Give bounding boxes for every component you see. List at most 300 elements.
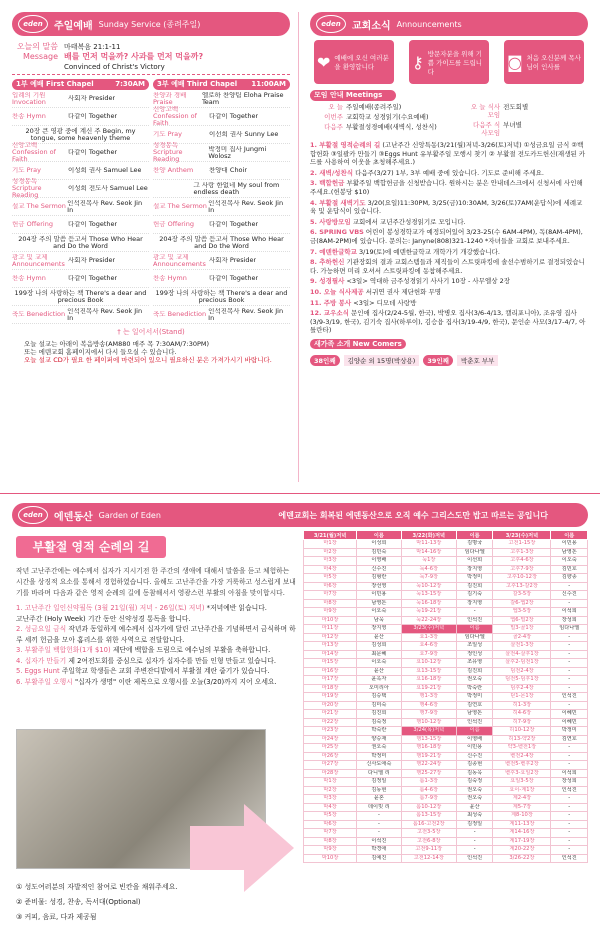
table-cell: 양승재 bbox=[357, 735, 402, 744]
table-cell: 계2-4장 bbox=[493, 795, 551, 804]
table-cell: 임다나엘 bbox=[456, 633, 493, 642]
table-cell: 권오숙 bbox=[456, 795, 493, 804]
table-row bbox=[304, 829, 588, 838]
order-label: 성경봉독 Scripture Reading bbox=[153, 142, 183, 163]
table-cell: 김연호 bbox=[456, 701, 493, 710]
announcement-key: 10. 오늘 식사제공 bbox=[310, 287, 364, 296]
table-cell: 눅13-15장 bbox=[401, 591, 456, 600]
table-cell: 이혜민 bbox=[551, 718, 588, 727]
table-cell: 계5-7장 bbox=[493, 803, 551, 812]
table-row bbox=[304, 582, 588, 591]
table-cell: 고후10-12장 bbox=[493, 574, 551, 583]
table-cell: 요16-18장 bbox=[401, 676, 456, 685]
step-text: 제 2여전도회를 중심으로 십자가 십자수를 만들 인형 만들고 있습니다. bbox=[66, 656, 276, 665]
section-divider bbox=[0, 493, 600, 494]
table-row bbox=[304, 778, 588, 787]
table-cell: 김숙정 bbox=[357, 718, 402, 727]
table-cell: 김형란 bbox=[357, 574, 402, 583]
table-cell: 김동옥 bbox=[456, 769, 493, 778]
order-value: 이성희 전도사 Samuel Lee bbox=[68, 185, 148, 192]
order-value: 엘로하 찬양팀 Eloha Praise Team bbox=[201, 91, 284, 106]
table-cell: 김정일 bbox=[456, 820, 493, 829]
table-cell: 이민용 bbox=[456, 744, 493, 753]
table-header: 3/21(월)저녁 bbox=[304, 531, 357, 540]
table-cell: 살전4-살후1장 bbox=[493, 650, 551, 659]
order-item bbox=[12, 90, 149, 108]
table-cell: 인석진 bbox=[456, 854, 493, 863]
step-key: 3. 부활주일 백합헌화(1개 $10) bbox=[16, 646, 111, 654]
order-label: 기도 Pray bbox=[153, 131, 182, 138]
message-ref: 마태복음 21:1-11 bbox=[64, 43, 121, 51]
announcement-key: 11. 주방 봉사 bbox=[310, 298, 352, 307]
table-cell: 마22장 bbox=[304, 718, 357, 727]
announcement-key: 3. 백합헌금 bbox=[310, 179, 345, 188]
worship-header bbox=[12, 12, 290, 36]
table-row bbox=[304, 727, 588, 736]
table-cell: - bbox=[551, 812, 588, 821]
table-row bbox=[304, 684, 588, 693]
table-cell: 롬10-12장 bbox=[401, 803, 456, 812]
table-row bbox=[304, 591, 588, 600]
step-text: "십자가 생명" 이란 제목으로 오행시를 오늘(3/20)까지 지어 오세요. bbox=[72, 677, 277, 686]
order-item bbox=[12, 180, 149, 198]
table-cell: 최성숙 bbox=[456, 812, 493, 821]
table-cell: - bbox=[551, 659, 588, 668]
table-cell: 이성희 bbox=[357, 540, 402, 549]
order-label: 설교 The Sermon bbox=[153, 203, 207, 210]
meeting-row bbox=[467, 103, 588, 119]
table-cell: 고후1-3장 bbox=[493, 548, 551, 557]
table-cell: 요10-12장 bbox=[401, 659, 456, 668]
table-cell: 이오숙 bbox=[357, 659, 402, 668]
garden-header bbox=[12, 503, 588, 527]
table-cell: - bbox=[357, 812, 402, 821]
announcement-key: 5. 사랑방모임 bbox=[310, 217, 351, 226]
table-cell: - bbox=[551, 599, 588, 608]
table-cell: 김미숙 bbox=[357, 701, 402, 710]
table-cell: 막9장 bbox=[304, 846, 357, 855]
table-row bbox=[304, 846, 588, 855]
table-cell: 장선영 bbox=[357, 582, 402, 591]
table-cell: 이석희 bbox=[551, 608, 588, 617]
third-chapel bbox=[153, 79, 290, 324]
table-cell: 이름 bbox=[456, 625, 493, 634]
announcement-item bbox=[310, 309, 588, 335]
card-icon: ❤ bbox=[317, 52, 331, 72]
order-value: 다같이 Together bbox=[209, 275, 259, 282]
step-key: 5. Eggs Hunt bbox=[16, 667, 60, 675]
table-cell: 행25-27장 bbox=[401, 769, 456, 778]
table-cell: 마9장 bbox=[304, 608, 357, 617]
table-cell: 김성희 bbox=[357, 642, 402, 651]
table-cell: 이오숙 bbox=[551, 557, 588, 566]
meeting-value: 주일예배(종려주일) bbox=[346, 103, 402, 111]
announcement-text: 어린이 봉성경학교가 예정되어있어 3/23-25(수 6AM-4PM), 독(8AM-4PM), 금(8AM-2PM)에 있습니다. 문의는: Janyne(808)321-1240 *자녀들을 교회로 보내주세요. bbox=[310, 228, 583, 245]
order-value: 그 사랑 한없네 My soul from endless death bbox=[193, 181, 280, 196]
order-label: 찬송 Hymn bbox=[12, 275, 46, 282]
order-label: 찬송 Hymn bbox=[153, 275, 187, 282]
table-cell: 김예진 bbox=[357, 854, 402, 863]
table-row bbox=[304, 812, 588, 821]
order-label: 성경봉독 Scripture Reading bbox=[12, 178, 42, 199]
table-cell: 요7-9장 bbox=[401, 650, 456, 659]
table-cell: - bbox=[551, 820, 588, 829]
table-cell: 김숙정 bbox=[456, 778, 493, 787]
order-item bbox=[153, 180, 290, 198]
table-cell: - bbox=[551, 761, 588, 770]
table-cell: 눅22-24장 bbox=[401, 616, 456, 625]
table-cell: 김민숙 bbox=[357, 548, 402, 557]
arrow-head bbox=[244, 804, 294, 892]
order-item bbox=[12, 198, 149, 216]
announcement-item bbox=[310, 248, 588, 257]
table-cell: 마7장 bbox=[304, 591, 357, 600]
order-value: 사회자 Presider bbox=[209, 257, 257, 264]
table-cell: 정인성 bbox=[456, 650, 493, 659]
order-value: 이성희 권사 Samuel Lee bbox=[68, 167, 142, 174]
table-cell: 고전3-5장 bbox=[401, 829, 456, 838]
order-label: 헌금 Offering bbox=[12, 221, 53, 228]
table-cell: 박정미 bbox=[456, 574, 493, 583]
announcement-text: 3/19(토)에 예덴한글학교 개학가기 개강했습니다. bbox=[359, 247, 500, 256]
table-cell: - bbox=[551, 650, 588, 659]
order-label: 입례의 기원 Invocation bbox=[12, 91, 46, 106]
order-value: 박정미 집사 Jungmi Wolosz bbox=[208, 145, 267, 160]
announcement-key: 6. SPRING VBS bbox=[310, 228, 364, 237]
announcement-list bbox=[310, 141, 588, 335]
newcomers-block bbox=[310, 339, 588, 366]
table-cell: 행7-9장 bbox=[401, 710, 456, 719]
table-cell: - bbox=[456, 608, 493, 617]
table-cell: 3/23(수)저녁 bbox=[401, 625, 456, 634]
table-cell: 눅10-12장 bbox=[401, 582, 456, 591]
table-header: 3/23(수)저녁 bbox=[493, 531, 551, 540]
message-en: Convinced of Christ's Victory bbox=[64, 63, 165, 71]
table-row bbox=[304, 820, 588, 829]
table-cell: 눅1장 bbox=[401, 557, 456, 566]
pilgrim-step bbox=[16, 624, 296, 645]
table-cell: 막3장 bbox=[304, 795, 357, 804]
table-cell: 마15장 bbox=[304, 659, 357, 668]
table-row bbox=[304, 676, 588, 685]
order-item bbox=[12, 108, 149, 126]
order-item bbox=[153, 216, 290, 234]
welcome-card bbox=[409, 40, 489, 84]
table-cell: 마24장 bbox=[304, 735, 357, 744]
table-cell: 윤산 bbox=[357, 633, 402, 642]
announcement-item bbox=[310, 141, 588, 167]
table-cell: 마2장 bbox=[304, 548, 357, 557]
announcement-text: (고난주간 신앙특동(3/21(월)저녁-3/26(토)저녁) ①성금요일 금식 ②백합헌화 ③일괄카 만들기 ③Eggs Hunt 유부활주일 모행시 찾기 ② 부활절 전도카드헌신(재생된 카드를 사용하여 이웃을 초청해주세요.) bbox=[310, 141, 586, 167]
meeting-value: 부녀별 bbox=[503, 121, 522, 129]
table-cell: 살후2-딤전1장 bbox=[493, 659, 551, 668]
table-cell: 신수진 bbox=[357, 565, 402, 574]
table-cell: 박정미 bbox=[551, 727, 588, 736]
pilgrim-step bbox=[16, 645, 296, 656]
step-text: *저녁예반 읽습니다. bbox=[204, 604, 267, 612]
order-label: 헌금 Offering bbox=[153, 221, 194, 228]
news-header bbox=[310, 12, 588, 36]
order-label: 축도 Benediction bbox=[12, 311, 66, 318]
table-cell: 이영배 bbox=[357, 557, 402, 566]
table-cell: 마28장 bbox=[304, 769, 357, 778]
table-cell: 남영돈 bbox=[456, 710, 493, 719]
table-row bbox=[304, 540, 588, 549]
table-cell: 마8장 bbox=[304, 599, 357, 608]
table-cell: 눅16-18장 bbox=[401, 599, 456, 608]
order-item bbox=[12, 306, 149, 324]
table-cell: 마17장 bbox=[304, 676, 357, 685]
announcement-text: 교회에서 교년주간성경읽기로 모입니다. bbox=[352, 217, 466, 226]
meeting-row bbox=[310, 103, 467, 111]
first-chapel-time: 7:30AM bbox=[115, 80, 145, 88]
table-cell: - bbox=[357, 820, 402, 829]
table-cell: 고후13-갈2장 bbox=[493, 582, 551, 591]
table-cell: 김기숙 bbox=[456, 591, 493, 600]
table-cell: - bbox=[456, 837, 493, 846]
order-label: 광고 및 교제 Announcements bbox=[12, 253, 65, 268]
table-cell: 막7장 bbox=[304, 829, 357, 838]
table-cell: 고전9-11장 bbox=[401, 846, 456, 855]
table-cell: 행10-12장 bbox=[401, 718, 456, 727]
table-row bbox=[304, 667, 588, 676]
hymn-line: 199장 나의 사랑하는 책 There's a dear and precious Book bbox=[153, 288, 290, 306]
table-row bbox=[304, 548, 588, 557]
table-cell: 신수진 bbox=[551, 591, 588, 600]
table-cell: 마21장 bbox=[304, 710, 357, 719]
table-cell: 장지영 bbox=[456, 599, 493, 608]
table-cell: 요이-계1장 bbox=[493, 786, 551, 795]
table-cell: 박숙란 bbox=[456, 684, 493, 693]
order-item bbox=[153, 252, 290, 270]
table-cell: 롬13-15장 bbox=[401, 812, 456, 821]
step-key: 6. 부활주일 오행시 bbox=[16, 677, 73, 686]
order-item bbox=[153, 270, 290, 288]
table-cell: - bbox=[551, 752, 588, 761]
table-cell: 남영돈 bbox=[551, 548, 588, 557]
table-cell: 마10장 bbox=[304, 616, 357, 625]
table-row bbox=[304, 625, 588, 634]
table-cell: 김진희 bbox=[357, 710, 402, 719]
order-value: 인석진목사 Rev. Seok Jin In bbox=[67, 307, 143, 322]
table-cell: 남욱 bbox=[357, 616, 402, 625]
table-row bbox=[304, 650, 588, 659]
step-key: 1. 고난주간 일인신약필독 (3월 21일(월) 저녁 - 26일(토) 저녁) bbox=[16, 604, 205, 612]
table-cell: 행22-24장 bbox=[401, 761, 456, 770]
table-cell: 요19-21장 bbox=[401, 684, 456, 693]
table-cell: 이석진 bbox=[357, 837, 402, 846]
announcement-text: 다음주(3/27) 1부, 3부 예배 중에 있습니다. 기도로 준비해 주세요. bbox=[355, 168, 544, 177]
announcement-text: 기관장회의 결과 교회스템들과 제직들이 스트릿파킹에 솔선수범하기로 결정되었습니다. 가능하면 미리 오셔서 스트릿파킹에 동참해주세요. bbox=[310, 258, 585, 275]
meeting-row bbox=[310, 113, 467, 121]
table-cell: - bbox=[551, 837, 588, 846]
table-cell: 이름 bbox=[456, 727, 493, 736]
table-row bbox=[304, 769, 588, 778]
table-cell: 인석진 bbox=[456, 616, 493, 625]
table-cell: 인석진 bbox=[551, 854, 588, 863]
order-label: 신앙고백 Confession of Faith bbox=[153, 106, 197, 127]
table-cell: 박경애 bbox=[357, 846, 402, 855]
table-row bbox=[304, 574, 588, 583]
step-key: 2. 성금요일 금식 bbox=[16, 625, 67, 633]
table-cell: - bbox=[551, 846, 588, 855]
announcement-key: 2. 새벽/성찬식 bbox=[310, 168, 354, 177]
table-row bbox=[304, 744, 588, 753]
column-divider bbox=[298, 12, 299, 482]
hymn-line: 20장 큰 영광 중에 계신 주 Begin, my tongue, some heavenly theme bbox=[12, 126, 149, 144]
table-cell: - bbox=[456, 829, 493, 838]
order-label: 신앙고백 Confession of Faith bbox=[12, 142, 56, 163]
table-cell: 갈6-엡2장 bbox=[493, 599, 551, 608]
table-cell: - bbox=[551, 744, 588, 753]
stand-note: † 는 일어서서(Stand) bbox=[117, 328, 185, 336]
table-cell: 행1-3장 bbox=[401, 693, 456, 702]
newcomer-order: 39인째 bbox=[423, 355, 453, 366]
table-cell: 신사도애숙 bbox=[357, 761, 402, 770]
meeting-label: 다음주 식사모임 bbox=[472, 121, 501, 137]
table-cell: 김진희 bbox=[456, 582, 493, 591]
table-row bbox=[304, 557, 588, 566]
table-cell: 김동현 bbox=[357, 786, 402, 795]
order-value: 사회자 Presider bbox=[68, 257, 116, 264]
pilgrim-step bbox=[16, 603, 296, 614]
table-cell: 오미리아 bbox=[357, 684, 402, 693]
table-row bbox=[304, 565, 588, 574]
step-text: 작년과 동일하게 예수께서 십자가에 달린 고난주간을 기념하면서 금식하며 하루 세끼 헌금을 모아 홈리스를 위한 사역으로 전달합니다. bbox=[16, 625, 296, 644]
table-cell: 살전1-3장 bbox=[493, 642, 551, 651]
table-row bbox=[304, 761, 588, 770]
table-cell: - bbox=[551, 642, 588, 651]
table-cell: 윤산 bbox=[456, 803, 493, 812]
newcomer-order: 38인째 bbox=[310, 355, 340, 366]
table-cell: 3/24(목)저녁 bbox=[401, 727, 456, 736]
table-cell: 히13-약2장 bbox=[493, 735, 551, 744]
table-row bbox=[304, 752, 588, 761]
card-text: 처음 오신분께 목사님이 인사를 bbox=[526, 54, 581, 71]
order-label: 찬송 Hymn bbox=[12, 113, 46, 120]
table-row bbox=[304, 608, 588, 617]
order-item bbox=[153, 108, 290, 126]
order-item bbox=[153, 306, 290, 324]
table-cell: 박정미 bbox=[456, 693, 493, 702]
table-cell: 마16장 bbox=[304, 667, 357, 676]
order-item bbox=[12, 270, 149, 288]
table-cell: 3/26-22장 bbox=[493, 854, 551, 863]
step-text: 고난주간 (Holy Week) 기간 동안 신약성경 통독을 합니다. bbox=[16, 614, 191, 623]
meeting-label: 이번주 bbox=[324, 113, 343, 121]
announcement-key: 9. 성경필사 bbox=[310, 277, 345, 286]
table-cell: 김민호 bbox=[551, 565, 588, 574]
order-item bbox=[12, 216, 149, 234]
pilgrim-steps bbox=[16, 603, 296, 687]
worship-column bbox=[12, 40, 290, 364]
announcement-item bbox=[310, 288, 588, 297]
table-header: 3/22(화)저녁 bbox=[401, 531, 456, 540]
pilgrim-step bbox=[16, 614, 296, 625]
newcomer-name: 박춘호 부부 bbox=[457, 355, 498, 366]
table-cell: 이민용 bbox=[357, 591, 402, 600]
card-text: 방문자분을 위해 기쁨 가이드를 드립니다 bbox=[427, 49, 483, 76]
table-cell: 마12장 bbox=[304, 633, 357, 642]
table-cell: 윤산 bbox=[357, 667, 402, 676]
reading-schedule-table bbox=[303, 530, 588, 863]
table-cell: 박숙란 bbox=[357, 727, 402, 736]
welcome-card bbox=[504, 40, 584, 84]
table-cell: 데이빗 리 bbox=[357, 803, 402, 812]
table-cell: 마5장 bbox=[304, 574, 357, 583]
table-row bbox=[304, 795, 588, 804]
table-cell: 벧전2-4장 bbox=[493, 752, 551, 761]
order-label: 축도 Benediction bbox=[153, 311, 207, 318]
hymn-line: 204장 주의 말씀 듣고서 Those Who Hear and Do the Word bbox=[153, 234, 290, 252]
table-cell: - bbox=[551, 676, 588, 685]
first-chapel bbox=[12, 79, 149, 324]
table-cell: 윤혼 bbox=[357, 795, 402, 804]
table-row bbox=[304, 616, 588, 625]
meeting-label: 오 늘 bbox=[328, 103, 343, 111]
table-cell: 최문혜 bbox=[357, 650, 402, 659]
meeting-label: 오 늘 식사모임 bbox=[470, 103, 501, 119]
order-item bbox=[12, 252, 149, 270]
table-header: 이름 bbox=[456, 531, 493, 540]
table-cell: 김종현 bbox=[456, 761, 493, 770]
table-row bbox=[304, 854, 588, 863]
order-label: 찬양과 경배 Praise bbox=[153, 91, 187, 106]
table-row bbox=[304, 786, 588, 795]
table-cell: 권오숙 bbox=[456, 786, 493, 795]
table-cell: 고후7-9장 bbox=[493, 565, 551, 574]
pilgrim-step bbox=[16, 666, 296, 677]
table-cell: 박정미 bbox=[357, 752, 402, 761]
table-cell: 요1-3장 bbox=[401, 633, 456, 642]
order-value: 찬양대 Choir bbox=[209, 167, 248, 174]
table-cell: 임다나엘 bbox=[551, 625, 588, 634]
table-cell: 고전1-15장 bbox=[493, 540, 551, 549]
table-header: 이름 bbox=[551, 531, 588, 540]
order-item bbox=[12, 144, 149, 162]
order-label: 광고 및 교제 Announcements bbox=[153, 253, 206, 268]
table-cell: 마4장 bbox=[304, 565, 357, 574]
announcement-text: 서귀연 권사 제단헌화 무명 bbox=[365, 287, 442, 296]
welcome-icons bbox=[310, 40, 588, 84]
message-title: 배를 먼저 먹을까? 사과를 먼저 먹을까? bbox=[64, 52, 204, 61]
eden-logo: eden bbox=[18, 15, 48, 33]
announcement-key: 1. 부활절 영적순례의 길 bbox=[310, 141, 381, 149]
table-cell: 롬16-고전2장 bbox=[401, 820, 456, 829]
pilgrim-note: ① 성도여러분의 자발적인 참여로 빈칸을 채워주세요. bbox=[16, 883, 178, 891]
table-cell: 벧후3-요일2장 bbox=[493, 769, 551, 778]
table-cell: 김승택 bbox=[357, 693, 402, 702]
table-cell: 골2-4장 bbox=[493, 633, 551, 642]
table-cell: 막5장 bbox=[304, 812, 357, 821]
pilgrim-note: ② 준비물: 성경, 찬송, 독서대(Optional) bbox=[16, 898, 141, 906]
order-value: 다같이 Together bbox=[68, 221, 118, 228]
service-orders bbox=[12, 79, 290, 324]
announcement-item bbox=[310, 258, 588, 275]
table-cell: 마13장 bbox=[304, 642, 357, 651]
table-cell: 막2장 bbox=[304, 786, 357, 795]
pilgrim-note: ③ 커피, 음료, 다과 제공됨 bbox=[16, 913, 97, 921]
table-row bbox=[304, 735, 588, 744]
message-label: 오늘의 말씀 Message bbox=[16, 42, 58, 61]
announcement-key: 12. 교우소식 bbox=[310, 309, 349, 318]
table-cell: 김진희 bbox=[456, 667, 493, 676]
table-row bbox=[304, 837, 588, 846]
table-cell: 김정일 bbox=[357, 778, 402, 787]
table-cell: 고전6-8장 bbox=[401, 837, 456, 846]
announcement-text: <3일> 역대하 금주성경읽기 사사기 10장 - 사무엘상 2장 bbox=[346, 277, 510, 286]
table-cell: 계17-19장 bbox=[493, 837, 551, 846]
